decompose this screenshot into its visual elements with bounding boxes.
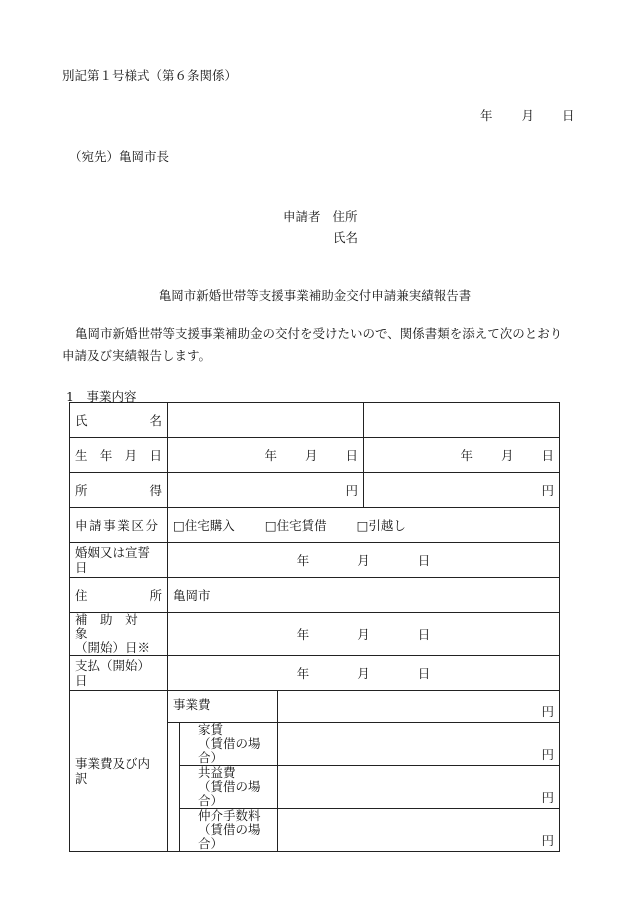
option-rent-checkbox[interactable]: □住宅賃借: [264, 517, 327, 533]
name-field-2[interactable]: [364, 403, 560, 438]
table-row: [70, 578, 560, 613]
rent-field[interactable]: 円: [278, 723, 560, 766]
table-row: [70, 473, 560, 508]
name-field-1[interactable]: [168, 403, 364, 438]
marriage-date-field[interactable]: 年 月 日: [168, 543, 560, 578]
birthdate-field-1[interactable]: 年 月 日: [168, 438, 364, 473]
payment-date-field[interactable]: 年 月 日: [168, 656, 560, 691]
addressee: （宛先）亀岡市長: [69, 149, 170, 164]
table-row: [70, 656, 560, 691]
applicant-address-label: 住所: [332, 209, 358, 224]
common-fee-label: 共益費 （賃借の場合）: [180, 766, 278, 809]
business-content-table: [69, 402, 560, 852]
category-options[interactable]: [168, 508, 560, 543]
table-row: [70, 613, 560, 656]
income-field-1[interactable]: 円: [168, 473, 364, 508]
rent-label: 家賃 （賃借の場合）: [180, 723, 278, 766]
applicant-name-label: 氏名: [333, 230, 359, 245]
common-fee-field[interactable]: 円: [278, 766, 560, 809]
category-label-cell: 申請事業区分: [70, 508, 168, 543]
birthdate-label-cell: 生 年 月 日: [70, 438, 168, 473]
breakdown-label-cell: 事業費及び内訳: [70, 691, 168, 852]
form-reference: 別記第１号様式（第６条関係）: [62, 68, 238, 83]
address-label-cell: 住 所: [70, 578, 168, 613]
birthdate-field-2[interactable]: 年 月 日: [364, 438, 560, 473]
table-row: [70, 508, 560, 543]
date-month-label: 月: [521, 108, 535, 123]
table-row: [70, 543, 560, 578]
date-day-label: 日: [562, 108, 575, 123]
indent-spacer: [168, 723, 180, 766]
address-field[interactable]: 亀岡市: [168, 578, 560, 613]
subsidy-start-date-field[interactable]: 年 月 日: [168, 613, 560, 656]
section-heading: 1 事業内容: [66, 389, 137, 404]
table-row: [70, 403, 560, 438]
subsidy-start-label-cell: 補 助 対 象 （開始）日※: [70, 613, 168, 656]
table-row: [70, 691, 560, 723]
submission-date: [480, 106, 575, 124]
broker-fee-label: 仲介手数料 （賃借の場合）: [180, 809, 278, 852]
total-cost-label: 事業費: [168, 691, 278, 723]
broker-fee-field[interactable]: 円: [278, 809, 560, 852]
table-row: [70, 438, 560, 473]
applicant-address: [283, 207, 358, 225]
option-purchase-checkbox[interactable]: □住宅購入: [173, 517, 235, 533]
applicant-label: 申請者: [283, 209, 321, 224]
document-title: 亀岡市新婚世帯等支援事業補助金交付申請兼実績報告書: [158, 288, 472, 303]
payment-label-cell: 支払（開始）日: [70, 656, 168, 691]
indent-spacer: [168, 766, 180, 809]
income-field-2[interactable]: 円: [364, 473, 560, 508]
option-moving-checkbox[interactable]: □引越し: [356, 517, 406, 533]
marriage-label-cell: 婚姻又は宣誓日: [70, 543, 168, 578]
body-paragraph: 亀岡市新婚世帯等支援事業補助金の交付を受けたいので、関係書類を添えて次のとおり申請及び実績報告します。: [62, 326, 563, 363]
date-year-label: 年: [480, 108, 493, 123]
total-cost-field[interactable]: 円: [278, 691, 560, 723]
income-label-cell: 所 得: [70, 473, 168, 508]
indent-spacer: [168, 809, 180, 852]
name-label-cell: 氏 名: [70, 403, 168, 438]
